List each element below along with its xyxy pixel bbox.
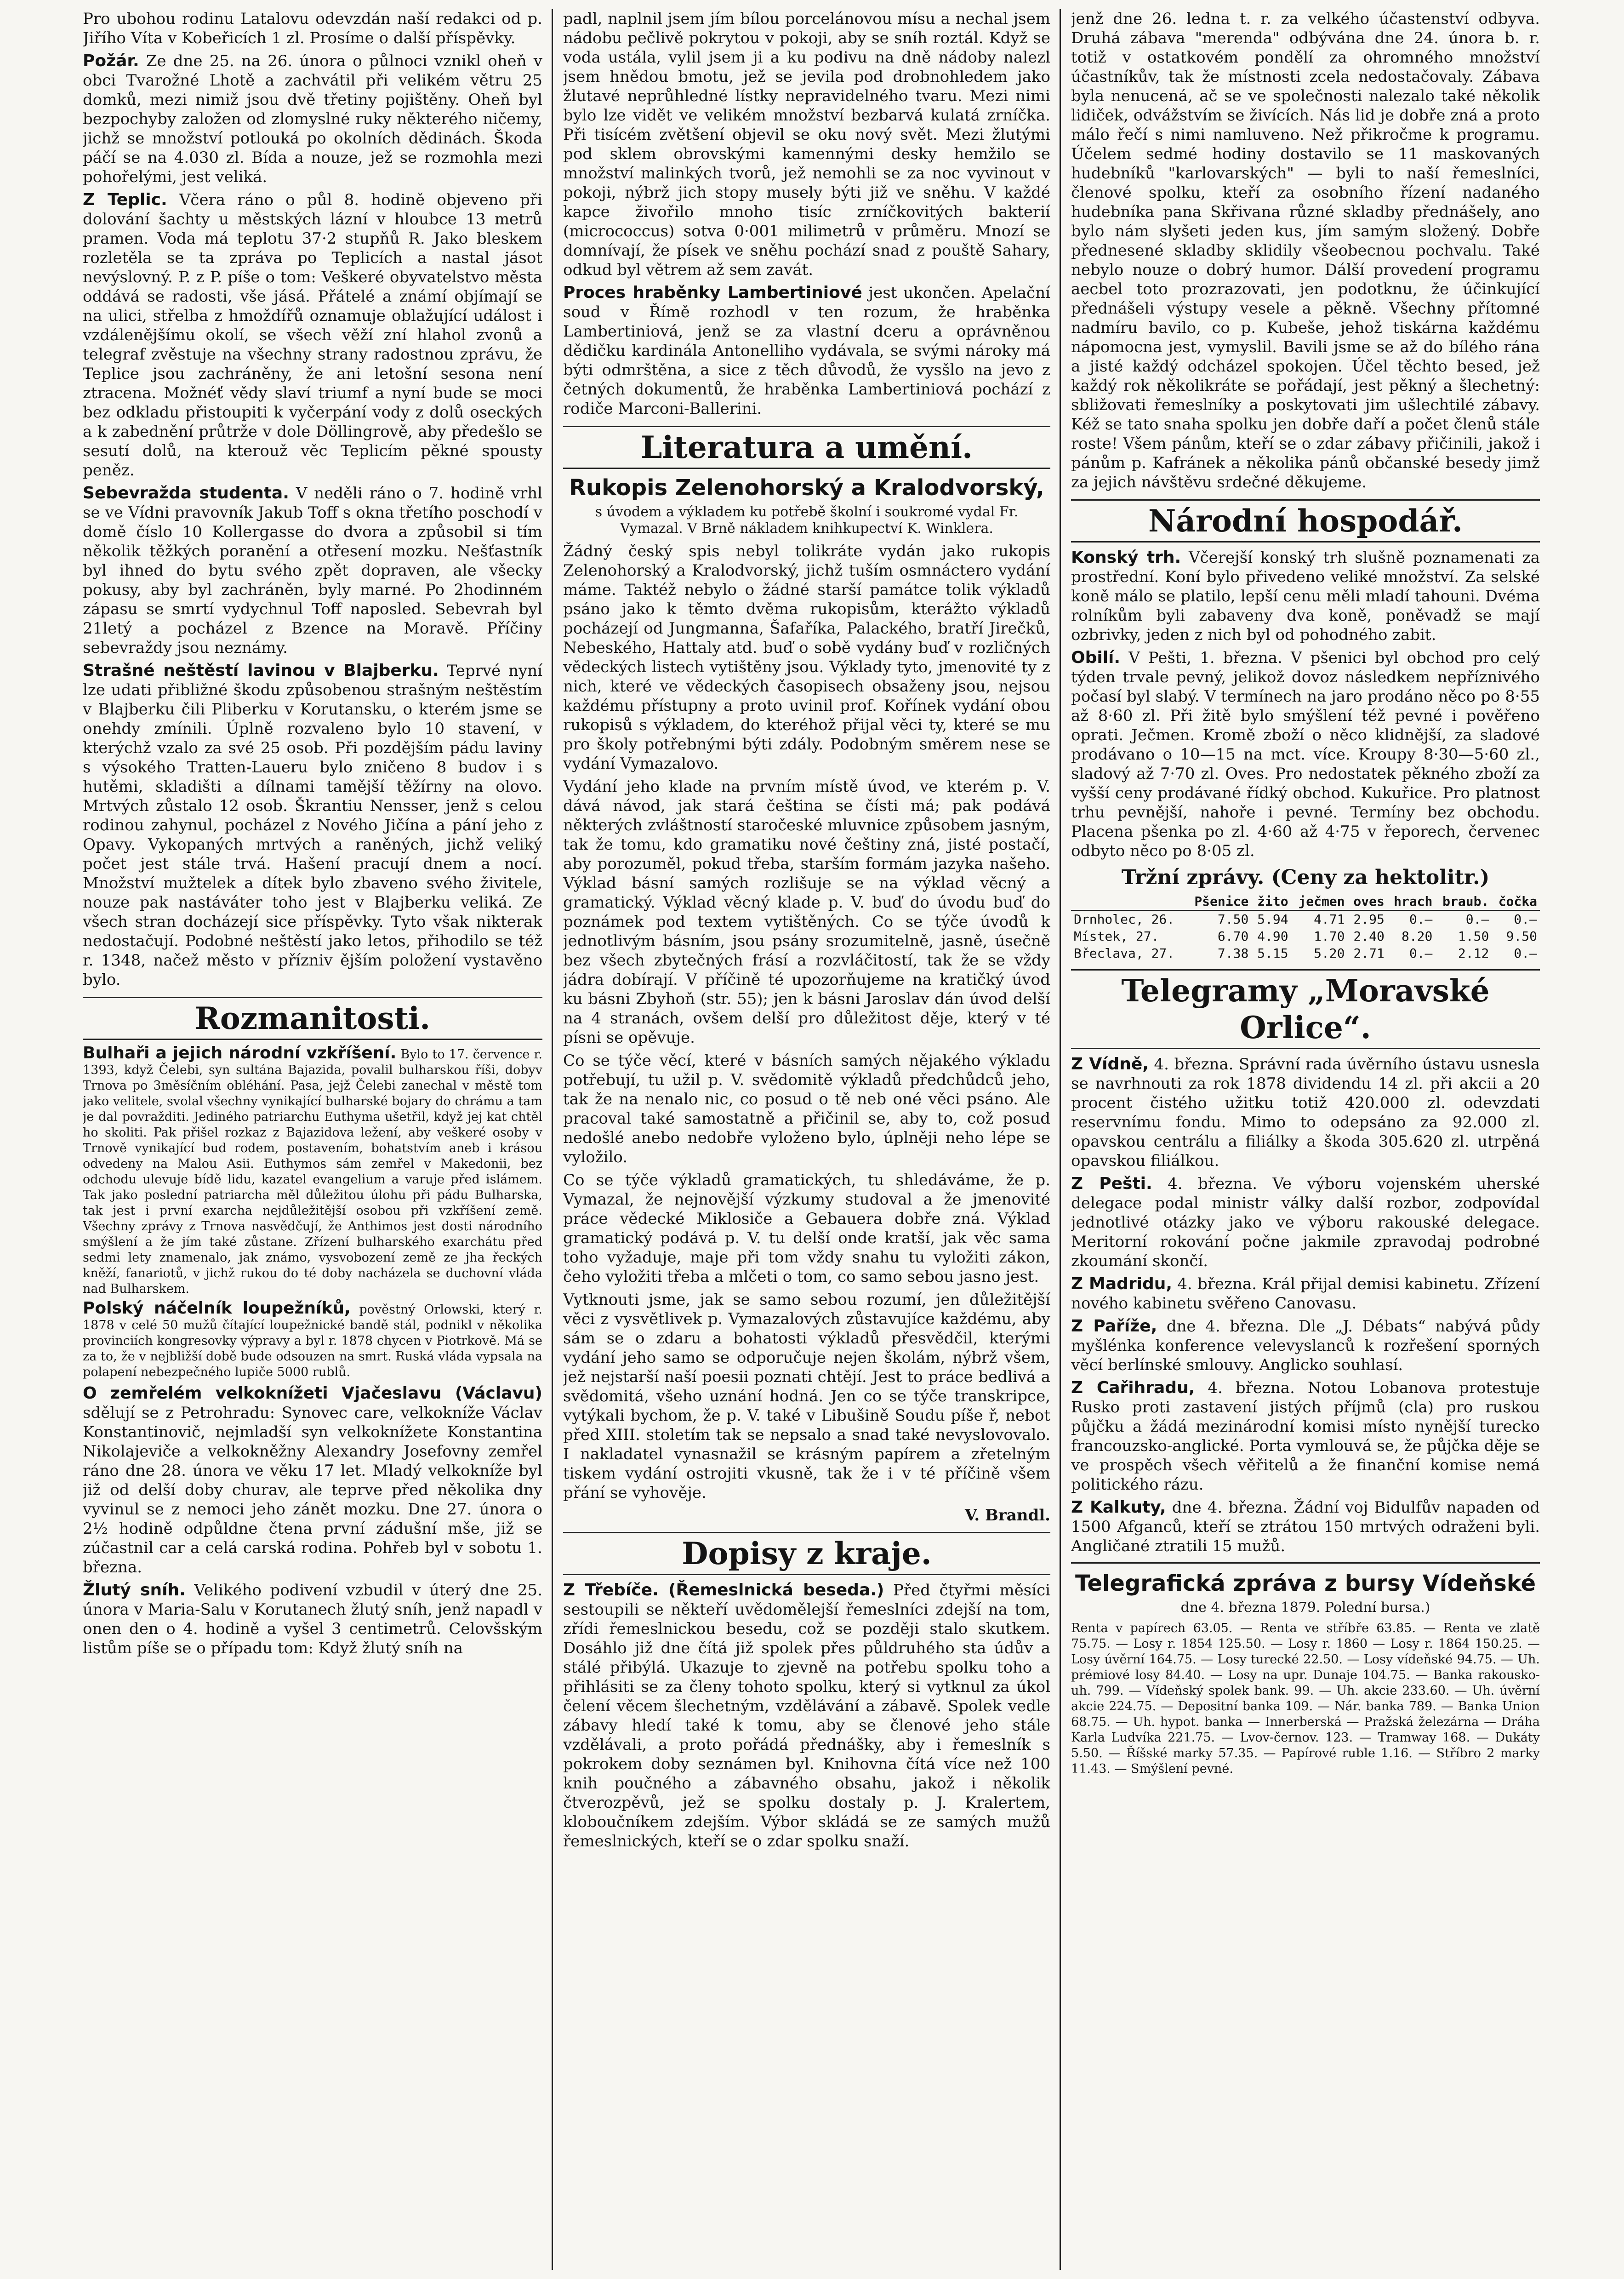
article-pozar: Požár. Ze dne 25. na 26. února o půlnoci vznikl oheň v obci Tvarožné Lhotě a zachvátil při velikém větru 25 domků, mezi nimiž jsou dvě třetiny pojištěny. Oheň byl bezpochyby založen od zlomyslné ruky některého ničemy, jichž se množství potlouká po okolních dědinách. Škoda páčí se na 4.030 zl. Bída a nouze, jež se rozmohla mezi pohořelými, jest veliká.	[83, 51, 542, 186]
table-cell: 5.94	[1257, 912, 1288, 927]
rozmanitosti-body	[83, 1045, 542, 1380]
column-rule	[1060, 9, 1061, 2270]
column-middle	[563, 9, 1050, 2270]
table-row	[1071, 945, 1540, 962]
table-cell: 2.71	[1353, 946, 1385, 961]
table-header-cell: Pšenice	[1186, 893, 1251, 910]
review-paragraph: Co se týče věcí, které v básních samých nějakého výkladu potřebují, tu užil p. V. svědomitě výkladů předchůdců jeho, tak že na nenalo nic, co posud o tě neb oné věci psáno. Ale pracoval také samostatně a přičinil se, aby to, což posud nedošlé anebo nedobře vyloženo bylo, úplněji neho lépe se vyložilo.	[563, 1051, 1050, 1166]
table-cell: 2.95	[1353, 912, 1385, 927]
article-lambertini: Proces hraběnky Lambertiniové jest ukončen. Apelační soud v Římě rozhodl v ten rozum, že hraběnka Lambertiniová, jenž se za vlastní dceru a oprávněnou dědičku kardinála Antonelliho vydávala, se svými nároky má býti odmrštěna, a sice z těch důvodů, že vysšlo na jevo z četných dokumentů, že hraběnka Lambertiniová pochází z rodiče Marconi-Ballerini.	[563, 283, 1050, 418]
review-signature: V. Brandl.	[964, 1506, 1050, 1525]
article-snih-continued: padl, naplnil jsem jím bílou porcelánovou mísu a nechal jsem nádobu pečlivě pokrytou v pokoji, aby se sníh roztál. Když se voda ustála, vylil jsem ji a ku podivu na dně nádoby nalezl jsem hnědou bmotu, jež se jevila pod drobnohledem jako žlutavé neprůhledné lístky nepravidelného tvaru. Mezi nimi bylo lze vidět ve velikém množství bezbarvá kulatá zrníčka. Při tisícém zvětšení objevil se oku nový svět. Mezi žlutými pod sklem obrovskými kamennými desky hemžilo se množství malinkých tvorů, jež nemohli se za noc vyvinout v pokoji, nýbrž jich stopy musely býti již ve sněhu. V každé kapce živořilo mnoho tisíc zrníčkovitých bakterií (micrococcus) sotva 0·001 milimetrů v průměru. Mnozí se domnívají, že písek ve sněhu pochází snad z pouště Sahary, odkud byl větrem až sem zavát.	[563, 10, 1050, 279]
table-cell: 5.15	[1257, 946, 1288, 961]
telegram-pariz: Z Paříže, dne 4. března. Dle „J. Débats“ nabývá půdy myšlénka konference velevyslanců k rozřešení sporných věcí berlínské smlouvy. Anglicko souhlasí.	[1071, 1317, 1540, 1374]
heading-vidne: Z Vídně,	[1071, 1055, 1149, 1074]
table-cell: 0.—	[1514, 912, 1537, 927]
article-obili: Obilí. V Pešti, 1. března. V pšenici byl obchod pro celý týden trvale pevný, jelikož dovoz následkem nepříznivého počasí byl slabý. V termínech na jaro prodáno něco po 8·55 až 8·60 zl. Při žitě bylo smýšlení též pevné i pověřeno oprati. Ječmen. Kromě zboží o něco klidnější, za sladové prodávano o 10—15 na mct. více. Kroupy 8·30—5·60 zl., sladový až 7·70 zl. Oves. Pro nedostatek pěkného zboží za vyšší ceny prodávané řídký obchod. Kukuřice. Pro platnost trhu pevnější, nahoře i pevné. Termíny bez obchodu. Placena pšenka po zl. 4·60 až 4·75 v řeporech, červenec odbyto něco po 8·05 zl.	[1071, 648, 1540, 860]
section-title-dopisy: Dopisy z kraje.	[563, 1532, 1050, 1575]
telegram-madrid: Z Madridu, 4. března. Král přijal demisi kabinetu. Zřízení nového kabinetu svěřeno Canovasu.	[1071, 1274, 1540, 1313]
heading-pariz: Z Paříže,	[1071, 1317, 1157, 1336]
table-cell: 8.20	[1401, 929, 1433, 944]
table-header-cell: ječmen	[1291, 893, 1348, 910]
telegram-pesti: Z Pešti. 4. března. Ve výboru vojenském uherské delegace podal ministr války další rozbor, zodpovídal jednotlivé otázky jako ve výboru rakouské delegace. Meritorní rokování počne jakmile zpravodaj podrobné zkoumání skončí.	[1071, 1174, 1540, 1270]
heading-pesti: Z Pešti.	[1071, 1174, 1152, 1193]
heading-lambertini: Proces hraběnky Lambertiniové	[563, 283, 862, 302]
heading-trebic: Z Třebíče. (Řemeslnická beseda.)	[563, 1581, 884, 1599]
table-cell: Drnholec, 26.	[1074, 912, 1175, 927]
heading-madrid: Z Madridu,	[1071, 1274, 1173, 1293]
table-cell: Místek, 27.	[1074, 929, 1159, 944]
bourse-body	[1071, 1621, 1540, 1777]
article-vjaceslav: O zemřelém velkoknížeti Vjačeslavu (Václavu) sdělují se z Petrohradu: Synovec care, velkokníže Václav Konstantinovič, nejmladší syn velkoknížete Konstantina Nikolajeviče a velkokněžny Alexandry Josefovny zemřel ráno dne 28. února ve věku 17 let. Mladý velkokníže byl již od delší doby churav, ale teprve před několika dny vyvinul se z nemoci jeho zánět mozku. Dne 27. února o 2½ hodině odpůldne čtena první zádušní mše, již se zúčastnil car a celá carská rodina. Pohřeb byl v sobotu 1. března.	[83, 1384, 542, 1576]
section-title-hospodar: Národní hospodář.	[1071, 499, 1540, 543]
heading-kalkuta: Z Kalkuty,	[1071, 1498, 1166, 1517]
heading-sebevrazda: Sebevražda studenta.	[83, 484, 289, 503]
heading-carihrad: Z Cařihradu,	[1071, 1378, 1195, 1397]
article-snih: Žlutý sníh. Velikého podivení vzbudil v úterý dne 25. února v Maria-Salu v Korutanech žlutý sníh, jenž napadl v onen den o 4. hodině a vyšel 3 centimetrů. Celovšským listům píše se o případu tom: Když žlutý sníh na	[83, 1581, 542, 1657]
table-cell: 2.12	[1458, 946, 1489, 961]
article-konsky-trh: Konský trh. Včerejší konský trh slušně poznamenati za prostřední. Koní bylo přivedeno veliké množství. Za selské koně málo se platilo, lepší cenu měli mladí tahouni. Dvéma rolníkům byli zabaveny dva koně, poněvadž se mají ozbrivky, jeden z nich byl od pohodného zabit.	[1071, 548, 1540, 644]
divider	[1071, 1562, 1540, 1564]
article-lavina: Strašné neštěstí lavinou v Blajberku. Teprvé nyní lze udati přibližné škodu způsobenou strašným neštěstím v Blajberku čili Pliberku v Korutansku, o kterém jsme se onehdy zmínili. Úplně rozvaleno bylo 10 stavení, v kterýchž vzalo za své 25 osob. Při pozdějším pádu laviny s výsokého Tratten-Laueru bylo zničeno 8 budov i s hutěmi, skladišti a dílnami tamější těžírny na olovo. Mrtvých zůstalo 12 osob. Škrantiu Nensser, jenž s celou rodinou zahynul, pocházel z Nového Jičína a pání jeho z Opavy. Vykopaných mrtvých a raněných, jichž veliký počet jest stále trvá. Hašení pracují dnem a nocí. Množství mužtelek a dítek bylo zbaveno svého živitele, nouze pak nastáváter toho jest v Blajberku veliká. Ze všech stran docházejí sice příspěvky. Tyto však nikterak nedostačují. Podobné neštěstí jako letos, přihodilo se též r. 1348, načež město v přízniv ějším položení vystavěno bylo.	[83, 661, 542, 989]
telegram-vidne: Z Vídně, 4. března. Správní rada úvěrního ústavu usnesla se navrhnouti za rok 1878 dividendu 14 zl. při akcii a 20 procent čistého užitku totiž 420.000 zl. odevzdati reservnímu fondu. Mimo to odepsáno za 92.000 zl. opavskou centrálu a filiálky a škoda 305.620 zl. utrpěná opavskou filiálkou.	[1071, 1055, 1540, 1170]
section-title-telegramy: Telegramy „Moravské Orlice“.	[1071, 969, 1540, 1049]
table-cell: 0.—	[1409, 946, 1433, 961]
heading-snih: Žlutý sníh.	[83, 1581, 186, 1599]
table-row	[1071, 928, 1540, 945]
table-cell: 1.70	[1314, 929, 1345, 944]
telegram-carihrad: Z Cařihradu, 4. března. Notou Lobanova protestuje Rusko proti zastavení jistých příjmů (cla) pro ruskou půjčku a žádá mezinárodní komisi místo nynější turecko francouzsko-anglické. Porta vymlouvá se, že půjčka děje se ve prospěch všech věřitelů a že finanční komise nemá politického rázu.	[1071, 1378, 1540, 1494]
table-header-cell: oves	[1348, 893, 1387, 910]
telegram-kalkuta: Z Kalkuty, dne 4. března. Žádní voj Bidulfův napaden od 1500 Afganců, kteří se ztrátou 150 mrtvých odraženi byli. Angličané ztratili 15 mužů.	[1071, 1498, 1540, 1555]
table-cell: 1.50	[1458, 929, 1489, 944]
table-header-cell	[1071, 893, 1186, 910]
article-bulhari: Bulhaři a jejich národní vzkříšení. Bylo to 17. července r. 1393, když Čelebi, syn sultána Bajazida, povalil bulharskou říši, dobyv Trnova po 3měsíčním obléhání. Pasa, jejž Čelebi zanechal v městě tom jako velitele, svolal všechny vynikající bulharské bojary do chrámu a tam je dal povražditi. Jediného patriarchu Euthyma ušetřil, když jej kat chtěl ho skoliti. Pak přišel rozkaz z Bajazidova ležení, aby veškeré osoby v Trnově vynikající bud rodem, postavením, bohatstvím aneb i krásou odvedeny na Malou Asii. Euthymos sám zemřel v Makedonii, bez odchodu ulevuje bídě lidu, kazatel evangelium a varuje před islámem. Tak jako poslední patriarcha měl důležitou úlohu při pádu Bulharska, tak jest i první exarcha nejdůležitější osobou při vzkříšení země. Všechny zprávy z Trnova nasvědčují, že Anthimos jest dosti národního smýšlení a že jím také zůstane. Zřízení bulharského exarchátu před sedmi lety znamenalo, jak známo, vysvobození země ze jha řeckých kněží, fanariotů, v jichž rukou do té doby nacházela se duchovní vláda nad Bulharskem.	[83, 1044, 542, 1296]
review-paragraph: Žádný český spis nebyl tolikráte vydán jako rukopis Zelenohorský a Kralodvorský, jichž tuším osmnáctero vydání máme. Taktéž nebylo o žádné starší památce tolik výkladů psáno jako k těmto dvěma rukopisům, kterážto výkladů pocházejí od Jungmanna, Šafaříka, Palackého, bratří Jirečků, Nebeského, Hattaly atd. buď o sobě vydány buď v rozličných vědeckých listech vytištěny jsou. Výklady tyto, jmenovité ty z nich, které ve vědeckých časopisech obsaženy jsou, nejsou každému přístupny a proto uvinil prof. Kořínek vydání obou rukopisů s výkladem, do kteréhož přijal věci ty, které se mu pro školy potřebnými býti zdály. Podobným směrem nese se vydání Vymazalovo.	[563, 542, 1050, 773]
table-row	[1071, 910, 1540, 928]
column-rule	[552, 9, 553, 2270]
table-cell: 0.—	[1514, 946, 1537, 961]
table-cell: Břeclava, 27.	[1074, 946, 1175, 961]
heading-pozar: Požár.	[83, 51, 139, 70]
table-cell: 9.50	[1506, 929, 1537, 944]
article-trebic: Z Třebíče. (Řemeslnická beseda.) Před čtyřmi měsíci sestoupili se někteří uvědomělejší řemeslníci zdejší na tom, zřídi řemeslnickou besedu, což se později stalo skutkem. Dosáhlo již dne čítá již spolek přes půldruhého sta údův a stálé přibýlá. Ukazuje to zjevně na potřebu spolku toho a přihlásiti se za členy tohoto spolku, který si vytknul za úkol čelení věcem šlechetným, vzdělávání a zábavě. Spolek vedle zábavy hledí také k tomu, aby se členové jeho stále vzdělávali, a proto pořádá přednášky, aby i řemeslník s pokrokem doby seznámen byl. Knihovna čítá více než 100 knih poučného a zábavného obsahu, jakož i několik čtverozpěvů, jež se spolku dostaly p. J. Kralertem, kloboučníkem zdejším. Výbor skládá se ze samých mužů řemeslnických, kteří se o zdar spolku snaží.	[563, 1581, 1050, 1851]
article-trebic-continued: jenž dne 26. ledna t. r. za velkého účastenství odbyva. Druhá zábava "merenda" odbývána dne 24. února b. r. totiž v ostatkovém pondělí za ohromného množství účastníkův, tak že místnosti zcela nedostačovaly. Zábava byla nenucená, ač se ve společnosti nalezalo také několik lidiček, odvážstvím se živících. Nás lid je dobře zná a proto málo řečí s nimi namluveno. Než přikročme k programu. Účelem sedmé hodiny dostavilo se 11 maskovaných hudebníků "karlovarských" — byli to naší řemeslníci, členové spolku, kteří za osobního řízení nadaného hudebníka pana Skřivana různé skladby přednášely, ano bylo nám slyšeti jeden kus, jím samým složený. Dobře přednesené skladby sklidily všeobecnou pochvalu. Také nebylo nouze o dobrý humor. Dálší provedení programu aecbel toto prozrazovati, jen podotknu, že účinkující přednášeli výstupy vesele a pěkně. Všechny přítomné nadmíru bavilo, co p. Kubeše, jehož tiskárna každému nápomocna jest, vymyslil. Bavili jsme se až do bílého rána a jisté každý odcházel spokojen. Účel těchto besed, jež každý rok několikráte se pořádají, jest pěkný a šlechetný: sbližovati řemeslníky a poskytovati jim ušlechtilé zábavy. Kéž se tato snaha spolku jen dobře daří a počet členů stále roste! Všem pánům, kteří se o zdar zábavy přičinili, jakož i pánům p. Kafránek a několika pánů občanské besedy jimž za jejich návštěvu srdečné děkujeme.	[1071, 10, 1540, 491]
table-cell: 2.40	[1353, 929, 1385, 944]
table-cell: 7.50	[1217, 912, 1249, 927]
review-paragraph: Co se týče výkladů gramatických, tu shledáváme, že p. Vymazal, že nejnovější výzkumy studoval a že jmenovité práce vědecké Miklosiče a Gebauera dobře zná. Výklad gramatický podává p. V. tu delší onde kratší, jak věc sama toho vyžaduje, maje při tom vždy snahu tu vyložiti zákon, čeho vyložiti třeba a mlčeti o tom, co samo sebou jasno jest.	[563, 1171, 1050, 1286]
table-header-cell: hrach	[1387, 893, 1436, 910]
heading-polsky: Polský náčelník loupežníků,	[83, 1299, 351, 1318]
review-title: Rukopis Zelenohorský a Kralodvorský,	[569, 475, 1045, 501]
heading-obili: Obilí.	[1071, 648, 1121, 667]
bourse-date: dne 4. března 1879. Polední bursa.)	[1180, 1599, 1430, 1616]
table-cell: 0.—	[1465, 912, 1489, 927]
review-paragraph: Vytknouti jsme, jak se samo sebou rozumí, jen důležitější věci z vysvětlivek p. Vymazalových zůstavujíce každému, aby sám se o zdaru a bohatosti výkladů přesvědčil, kterými vydání jeho samo se odporučuje nejen školám, nýbrž všem, jež nejstarší naší poesii poznati chtějí. Jest to práce bedlivá a svědomitá, všeho uznání hodná. Jen co se týče transkripce, vytýkali bychom, že p. V. také v Libušině Soudu píše ř, nebot před XIII. stoletím tak se nepsalo a snad také nevyslovovalo. I nakladatel vynasnažil se krásným papírem a zřetelným tiskem vydání ostrojiti vkusně, tak že i v té příčině všem přání se vyhověje.	[563, 1291, 1050, 1502]
market-price-table	[1071, 893, 1540, 962]
market-table-title: Tržní zprávy. (Ceny za hektolitr.)	[1121, 866, 1490, 889]
article-sebevrazda: Sebevražda studenta. V neděli ráno o 7. hodině vrhl se ve Vídni pravovník Jakub Toff s okna třetího poschodí v domě číslo 10 Kollergasse do dvora a způsobil si tím několik těžkých poranění a otřesení mozku. Nešťastník byl ihned do bytu svého zpět dopraven, ale všecky pokusy, aby byl zachráněn, byly marné. Po 2hodinném zápasu se smrtí vydychnul Toff naposled. Sebevrah byl 21letý a pocházel z Bzence na Moravě. Příčiny sebevraždy jsou neznámy.	[83, 484, 542, 657]
table-cell: 4.90	[1257, 929, 1288, 944]
table-header-row	[1071, 893, 1540, 910]
review-paragraph: Vydání jeho klade na prvním místě úvod, ve kterém p. V. dává návod, jak stará čeština se čísti má; pak podává některých zvláštností staročeské mluvnice způsobem jasným, tak že tomu, kdo gramatiku nové češtiny zná, jisté postačí, aby porozuměl, pokud třeba, starším formám jazyka našeho. Výklad básní samých rozlišuje se na výklad věcný a gramatický. Výklad věcný klade p. V. buď do úvodu buď do poznámek pod textem vytištěných. Co se týče úvodů k jednotlivým básním, jsou psány srozumitelně, jasně, úsečně bez všech zbytečných frásí a rozvláčitostí, tak že se vždy jádra dobírají. V příčině té upozorňujeme na kratičký úvod ku básni Zbyhoň (str. 55); jen k básni Jaroslav dán úvod delší na 4 stranách, ovšem delší pro důležitost děje, který v té písni se opěvuje.	[563, 777, 1050, 1047]
column-right	[1071, 9, 1540, 2270]
table-header-cell: čočka	[1492, 893, 1540, 910]
table-cell: 7.38	[1217, 946, 1249, 961]
heading-teplic: Z Teplic.	[83, 190, 167, 209]
table-header-cell: braub.	[1435, 893, 1492, 910]
heading-konsky-trh: Konský trh.	[1071, 548, 1181, 567]
table-cell: 6.70	[1217, 929, 1249, 944]
table-cell: 5.20	[1314, 946, 1345, 961]
article-latal: Pro ubohou rodinu Latalovu odevzdán naší redakci od p. Jiřího Víta v Kobeřicích 1 zl. Prosíme o další příspěvky.	[83, 10, 542, 47]
table-cell: 0.—	[1409, 912, 1433, 927]
article-polsky: Polský náčelník loupežníků, pověstný Orlowski, který r. 1878 v celé 50 mužů čítající loupežnické bandě stál, podnikl v několika provinciích kongresovky výpravy a byl r. 1878 chycen v Piotrkově. Má se za to, že v nejbližší době bude odsouzen na smrt. Ruská vláda vypsala na polapení nebezpečného lupiče 5000 rublů.	[83, 1299, 542, 1379]
table-cell: 4.71	[1314, 912, 1345, 927]
table-header-cell: žito	[1251, 893, 1291, 910]
bourse-quotes: Renta v papírech 63.05. — Renta ve stříbře 63.85. — Renta ve zlatě 75.75. — Losy r. 1854 125.50. — Losy r. 1860 — Losy r. 1864 150.25. — Losy úvěrní 164.75. — Losy turecké 22.50. — Losy vídeňské 94.75. — Uh. prémiové losy 84.40. — Losy na upr. Dunaje 104.75. — Banka rakousko-uh. 799. — Vídeňský spolek bank. 99. — Uh. akcie 233.60. — Uh. úvěrní akcie 224.75. — Depositní banka 109. — Nár. banka 789. — Banka Union 68.75. — Uh. hypot. banka — Innerberská — Pražská železárna — Dráha Karla Ludvíka 221.75. — Lvov-černov. 123. — Tramway 168. — Dukáty 5.50. — Říšské marky 57.35. — Papírové ruble 1.16. — Stříbro 2 marky 11.43. — Smýšlení pevné.	[1071, 1621, 1540, 1776]
heading-bulhari: Bulhaři a jejich národní vzkříšení.	[83, 1044, 397, 1062]
section-title-literatura: Literatura a umění.	[563, 426, 1050, 469]
heading-lavina: Strašné neštěstí lavinou v Blajberku.	[83, 661, 439, 680]
bourse-title: Telegrafická zpráva z bursy Vídeňské	[1075, 1571, 1536, 1596]
section-title-rozmanitosti: Rozmanitosti.	[83, 997, 542, 1040]
heading-vjaceslav: O zemřelém velkoknížeti Vjačeslavu (Václavu)	[83, 1384, 542, 1403]
column-left	[83, 9, 542, 2270]
review-byline: s úvodem a výkladem ku potřebě školní i soukromé vydal Fr. Vymazal. V Brně nákladem knihkupectví K. Winklera.	[595, 504, 1019, 537]
article-teplic: Z Teplic. Včera ráno o půl 8. hodině objeveno při dolování šachty u městských lázní v hloubce 13 metrů pramen. Voda má teplotu 37·2 stupňů R. Jako bleskem rozletěla se ta zpráva po Teplicích a nastal jásot nevýslovný. P. z P. píše o tom: Veškeré obyvatelstvo města oddává se radosti, vše jásá. Přátelé a známí objímají se na ulici, střelba z hmoždířů oznamuje oblažující událost i vzdálenějšímu okolí, se všech věží zní hlahol zvonů a telegraf zvěstuje na všechny strany radostnou zprávu, že Teplice jsou zachráněny, že ani letošní sesona není ztracena. Možnéť vědy slaví triumf a nyní bude se moci bez odkladu přistoupiti k vyčerpání vody z dolů osecký́ch a k zabednění průtrže v dole Döllingrově, aby předešlo se sesutí dolů, na kterouž věc Teplicím pěkné spousty peněz.	[83, 190, 542, 480]
